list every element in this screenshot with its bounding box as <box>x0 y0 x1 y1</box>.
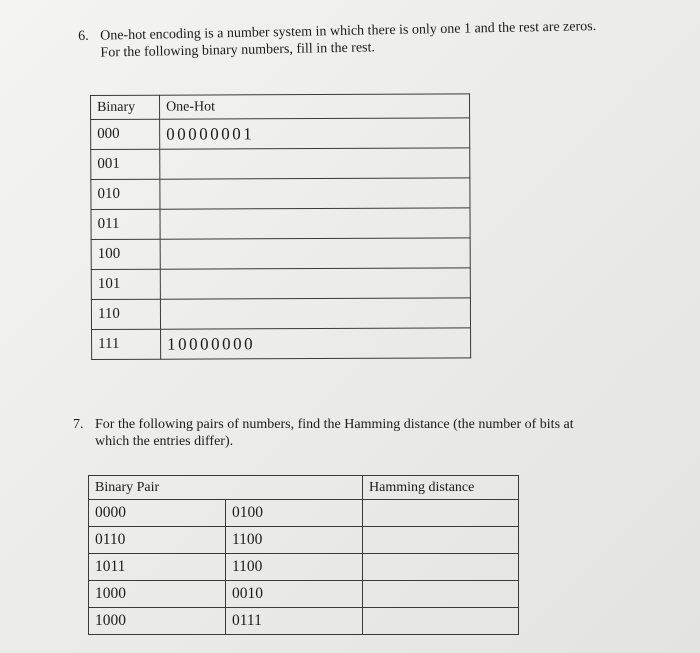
question-7-line-1: For the following pairs of numbers, find the Hamming distance (the number of bits at <box>95 417 574 432</box>
onehot-value-cell[interactable]: 10000000 <box>161 328 471 359</box>
hamming-distance-cell[interactable] <box>363 581 519 608</box>
hamming-pair-second: 1100 <box>226 527 363 554</box>
onehot-table <box>90 93 471 360</box>
hamming-header-row <box>89 476 519 500</box>
question-7-text <box>95 416 574 450</box>
question-6-text <box>100 18 597 62</box>
hamming-header-distance: Hamming distance <box>363 476 519 500</box>
onehot-binary-cell: 100 <box>91 239 160 269</box>
hamming-pair-first: 0000 <box>89 500 226 527</box>
onehot-binary-cell: 001 <box>91 149 160 179</box>
onehot-binary-cell: 111 <box>92 329 161 359</box>
onehot-header-binary: Binary <box>91 95 160 119</box>
question-6-number: 6. <box>78 28 89 44</box>
onehot-binary-cell: 011 <box>91 209 160 239</box>
question-6 <box>78 17 668 61</box>
onehot-value-cell[interactable] <box>160 238 470 269</box>
hamming-pair-first: 1000 <box>89 608 226 635</box>
onehot-row <box>91 268 470 300</box>
hamming-row <box>89 500 519 527</box>
hamming-distance-cell[interactable] <box>363 608 519 635</box>
onehot-row <box>91 298 470 330</box>
onehot-binary-cell: 000 <box>91 119 160 149</box>
question-7-line-2: which the entries differ). <box>95 434 234 449</box>
question-6-line-2: For the following binary numbers, fill in the rest. <box>100 40 376 61</box>
hamming-pair-first: 1011 <box>89 554 226 581</box>
hamming-distance-cell[interactable] <box>363 527 519 554</box>
hamming-table <box>88 475 519 635</box>
onehot-row <box>91 118 470 150</box>
hamming-pair-first: 1000 <box>89 581 226 608</box>
onehot-value-cell[interactable] <box>160 268 470 299</box>
hamming-header-pair: Binary Pair <box>89 476 363 500</box>
hamming-row <box>89 608 519 635</box>
hamming-distance-cell[interactable] <box>363 500 519 527</box>
onehot-row <box>91 238 470 270</box>
onehot-row <box>92 328 471 360</box>
onehot-value-cell[interactable]: 00000001 <box>160 118 470 149</box>
onehot-value-cell[interactable] <box>160 178 470 209</box>
onehot-binary-cell: 010 <box>91 179 160 209</box>
question-6-line-1: One-hot encoding is a number system in which there is only one 1 and the rest are zeros. <box>100 19 597 44</box>
hamming-row <box>89 554 519 581</box>
onehot-binary-cell: 110 <box>91 299 160 329</box>
hamming-pair-second: 0100 <box>226 500 363 527</box>
question-7-number: 7. <box>73 417 84 432</box>
hamming-pair-first: 0110 <box>89 527 226 554</box>
onehot-binary-cell: 101 <box>91 269 160 299</box>
onehot-header-onehot: One-Hot <box>160 94 470 119</box>
hamming-row <box>89 581 519 608</box>
onehot-value-cell[interactable] <box>160 208 470 239</box>
hamming-pair-second: 0010 <box>226 581 363 608</box>
onehot-row <box>91 208 470 240</box>
hamming-pair-second: 0111 <box>226 608 363 635</box>
hamming-distance-cell[interactable] <box>363 554 519 581</box>
onehot-header-row <box>91 94 470 120</box>
hamming-pair-second: 1100 <box>226 554 363 581</box>
onehot-value-cell[interactable] <box>160 148 470 179</box>
onehot-row <box>91 178 470 210</box>
onehot-row <box>91 148 470 180</box>
onehot-value-cell[interactable] <box>160 298 470 329</box>
hamming-row <box>89 527 519 554</box>
